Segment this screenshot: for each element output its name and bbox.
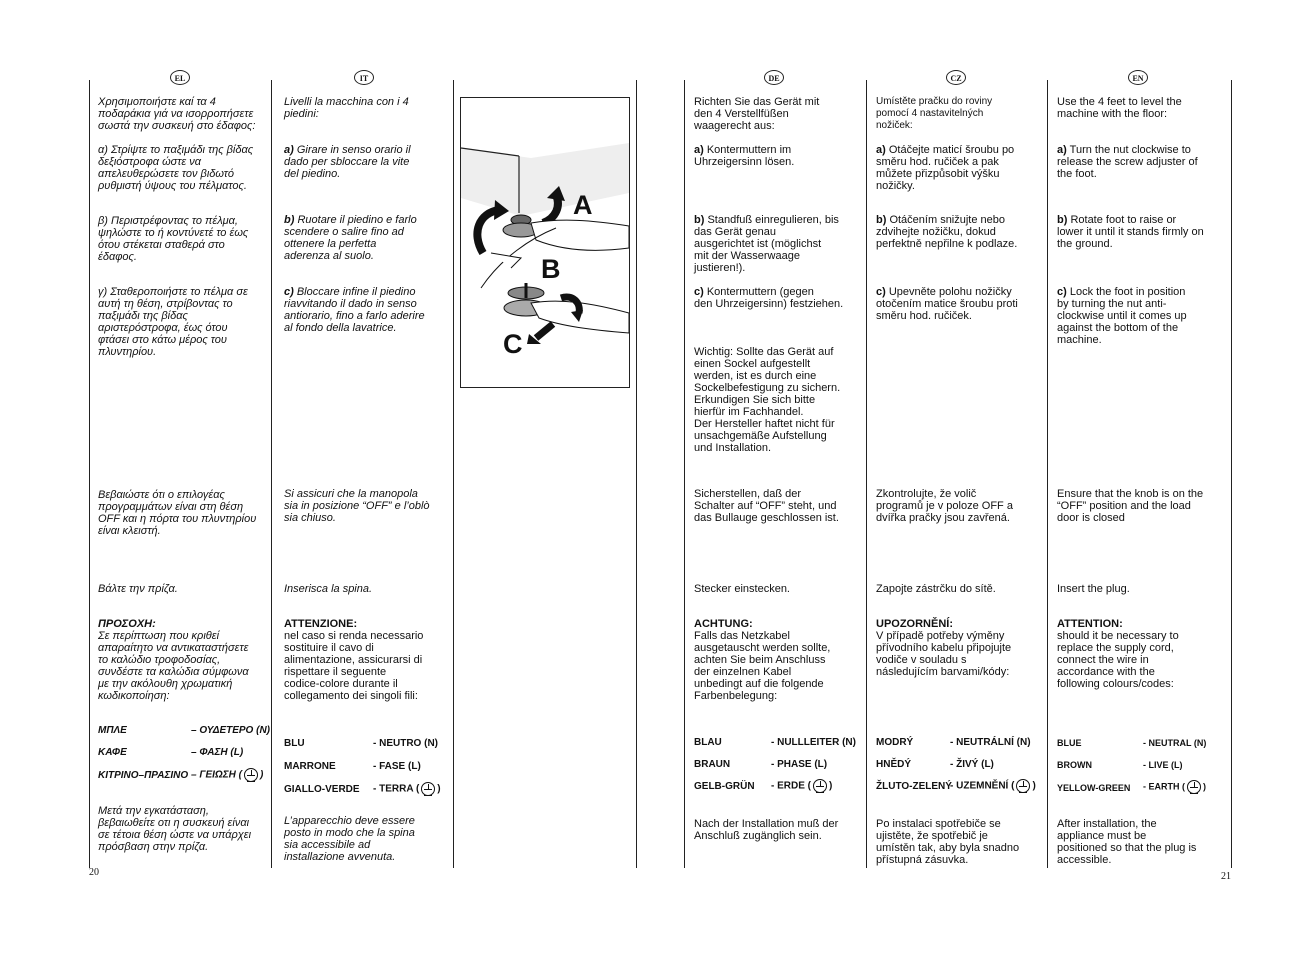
language-badge-de: DE [764,70,784,85]
earth-icon [1016,779,1030,793]
earth-icon [421,782,435,796]
cz-wire-brown-code: - ŽIVÝ (L) [950,759,994,770]
cz-plug-note: Zapojte zástrčku do sítě. [876,583,996,595]
page-number-left: 20 [89,867,99,878]
foot-adjust-drawing [461,98,629,387]
el-wire-blue-code: – ΟΥΔΕΤΕΡΟ (N) [191,725,270,736]
it-attention-title: ATTENZIONE: [284,618,358,630]
it-intro: Livelli la macchina con i 4 piedini: [284,96,409,120]
en-wire-blue-code: - NEUTRAL (N) [1143,738,1207,748]
de-attention-title: ACHTUNG: [694,618,753,630]
cz-knob-note: Zkontrolujte, že volič programů je v poloze OFF a dvířka pračky jsou zavřená. [876,488,1013,524]
cz-step-b: b) Otáčením snižujte nebo zdvihejte nožičku, dokud perfektně nepřilne k podlaze. [876,214,1018,250]
divider-2 [271,80,272,868]
de-knob-note: Sicherstellen, daß der Schalter auf “OFF” steht, und das Bullauge geschlossen ist. [694,488,839,524]
divider-1 [89,80,90,868]
en-wire-green: YELLOW-GREEN [1057,783,1131,793]
it-step-c: c) Bloccare infine il piedino riavvitando il dado in senso antiorario, fino a farlo aderire al fondo della lavatrice. [284,286,425,334]
cz-attention-title: UPOZORNĚNÍ: [876,618,953,630]
page-number-right: 21 [1221,871,1231,882]
en-intro: Use the 4 feet to level the machine with the floor: [1057,96,1182,120]
en-after-install: After installation, the appliance must be positioned so that the plug is accessible. [1057,818,1197,866]
label-c: C [503,329,523,359]
el-after-install: Μετά την εγκατάσταση, βεβαιωθείτε οτι η συσκευή είναι σε τέτοια θέση ώστε να υπάρχει πρόσβαση στην πρίζα. [98,805,252,853]
it-wire-brown-code: - FASE (L) [373,761,421,772]
cz-step-c: c) Upevněte polohu nožičky otočením matice šroubu proti směru hod. ručiček. [876,286,1018,322]
cz-wire-green-code: - UZEMNĚNÍ ( ) [950,780,1036,792]
it-wire-brown: MARRONE [284,761,336,772]
el-wire-green: ΚΙΤΡΙΝΟ–ΠΡΑΣΙΝΟ [98,770,189,781]
earth-icon [1187,780,1201,794]
de-wire-brown: BRAUN [694,759,731,770]
gutter-right [684,80,685,868]
cz-wire-green: ŽLUTO-ZELENÝ [876,781,952,792]
language-badge-el: EL [170,70,190,85]
de-wire-green: GELB-GRÜN [694,781,755,792]
de-step-b: b) Standfuß einregulieren, bis das Gerät genau ausgerichtet ist (möglichst mit der Wasserwaage justieren!). [694,214,839,274]
cz-wire-brown: HNĚDÝ [876,759,912,770]
de-step-c: c) Kontermuttern (gegen den Uhrzeigersinn) festziehen. [694,286,844,310]
en-step-b: b) Rotate foot to raise or lower it until it stands firmly on the ground. [1057,214,1204,250]
en-step-c: c) Lock the foot in position by turning the nut anti- clockwise until it comes up against the bottom of the machine. [1057,286,1187,346]
el-step-c: γ) Σταθεροποιήστε το πέλμα σε αυτή τη θέση, στρίβοντας το παξιμάδι της βίδας αριστερόστροφα, έως ότου φτάσει στο κάτω μέρος του πλυντηρίου. [98,286,248,358]
el-wire-blue: ΜΠΛΕ [98,725,127,736]
el-wire-brown-code: – ΦΑΣΗ (L) [191,747,244,758]
en-wire-green-code: - EARTH ( ) [1143,780,1206,794]
de-intro: Richten Sie das Gerät mit den 4 Verstellfüßen waagerecht aus: [694,96,820,132]
el-intro: Χρησιμοποιήστε καί τα 4 ποδαράκια γιά να ισορροπήσετε σωστά την συσκευή στο έδαφος: [98,96,256,132]
el-wire-green-code: – ΓΕΙΩΣΗ ( ) [191,769,264,781]
de-after-install: Nach der Installation muß der Anschluß zugänglich sein. [694,818,839,842]
en-knob-note: Ensure that the knob is on the “OFF” position and the load door is closed [1057,488,1204,524]
it-step-b: b) Ruotare il piedino e farlo scendere o salire fino ad ottenere la perfetta aderenza al suolo. [284,214,417,262]
it-knob-note: Si assicuri che la manopola sia in posizione “OFF” e l’oblò sia chiuso. [284,488,430,524]
el-step-b: β) Περιστρέφοντας το πέλμα, ψηλώστε το ή κοντύνετέ το έως ότου στέκεται σταθερά στο έδαφος. [98,215,249,263]
it-attention-text: nel caso si renda necessario sostituire il cavo di alimentazione, assicurarsi di rispettare il seguente codice-colore durante il collegamento dei singoli fili: [284,630,424,702]
en-plug-note: Insert the plug. [1057,583,1130,595]
cz-wire-blue-code: - NEUTRÁLNÍ (N) [950,737,1031,748]
earth-icon [813,779,827,793]
it-plug-note: Inserisca la spina. [284,583,373,595]
de-wire-green-code: - ERDE ( ) [771,780,833,792]
it-after-install: L’apparecchio deve essere posto in modo che la spina sia accessibile ad installazione avvenuta. [284,815,415,863]
divider-5 [1047,80,1048,868]
divider-4 [866,80,867,868]
earth-icon [244,768,258,782]
language-badge-cz: CZ [946,70,966,85]
language-badge-en: EN [1128,70,1148,85]
en-attention-title: ATTENTION: [1057,618,1123,630]
it-wire-green: GIALLO-VERDE [284,784,360,795]
cz-step-a: a) Otáčejte maticí šroubu po směru hod. ručiček a pak můžete přizpůsobit výšku nožičky. [876,144,1015,192]
label-a: A [573,190,593,220]
el-attention-title: ΠΡΟΣΟΧΗ: [98,618,156,630]
label-b: B [541,254,561,284]
cz-attention-text: V případě potřeby výměny přívodního kabelu připojujte vodiče v souladu s následujícím barvami/kódy: [876,630,1012,678]
en-wire-brown: BROWN [1057,760,1092,770]
cz-intro: Umístěte pračku do roviny pomocí 4 nastavitelných nožiček: [876,96,993,131]
divider-3 [453,80,454,868]
de-important-note: Wichtig: Sollte das Gerät auf einen Sockel aufgestellt werden, ist es durch eine Sockelbefestigung zu sichern. Erkundigen Sie sich bitte hierfür im Fachhandel. Der Hersteller haftet nicht für unsachgemäße Aufstellung und Installation. [694,346,841,454]
language-badge-it: IT [354,70,374,85]
gutter-left [636,80,637,868]
it-wire-blue: BLU [284,738,305,749]
el-knob-note: Βεβαιώστε ότι ο επιλογέας προγραμμάτων είναι στη θέση OFF και η πόρτα του πλυντηρίου είναι κλειστή. [98,489,257,537]
en-wire-blue: BLUE [1057,738,1082,748]
el-step-a: α) Στρίψτε το παξιμάδι της βίδας δεξιόστροφα ώστε να απελευθερώσετε τον βιδωτό ρυθμιστή ύψους του πέλματος. [98,144,254,192]
en-attention-text: should it be necessary to replace the supply cord, connect the wire in accordance with the following colours/codes: [1057,630,1179,690]
it-wire-blue-code: - NEUTRO (N) [373,738,438,749]
cz-wire-blue: MODRÝ [876,737,914,748]
el-wire-brown: ΚΑΦΕ [98,747,127,758]
divider-6 [1231,80,1232,868]
it-wire-green-code: - TERRA ( ) [373,783,441,795]
cz-after-install: Po instalaci spotřebiče se ujistěte, že spotřebič je umístěn tak, aby byla snadno přístupná zásuvka. [876,818,1020,866]
de-attention-text: Falls das Netzkabel ausgetauscht werden sollte, achten Sie beim Anschluss der einzelnen Kabel unbedingt auf die folgende Farbenbelegung: [694,630,831,702]
leveling-foot-illustration [460,97,630,388]
de-wire-blue: BLAU [694,737,722,748]
de-plug-note: Stecker einstecken. [694,583,790,595]
el-attention-text: Σε περίπτωση που κριθεί απαραίτητο να αντικαταστήσετε το καλώδιο τροφοδοσίας, συνδέστε τα καλώδια σύμφωνα με την ακόλουθη χρωματική κωδικοποίηση: [98,630,249,702]
en-wire-brown-code: - LIVE (L) [1143,760,1183,770]
it-step-a: a) Girare in senso orario il dado per sbloccare la vite del piedino. [284,144,411,180]
en-step-a: a) Turn the nut clockwise to release the screw adjuster of the foot. [1057,144,1198,180]
de-wire-blue-code: - NULLLEITER (N) [771,737,856,748]
de-wire-brown-code: - PHASE (L) [771,759,828,770]
el-plug-note: Βάλτε την πρίζα. [98,583,178,595]
de-step-a: a) Kontermuttern im Uhrzeigersinn lösen. [694,144,795,168]
